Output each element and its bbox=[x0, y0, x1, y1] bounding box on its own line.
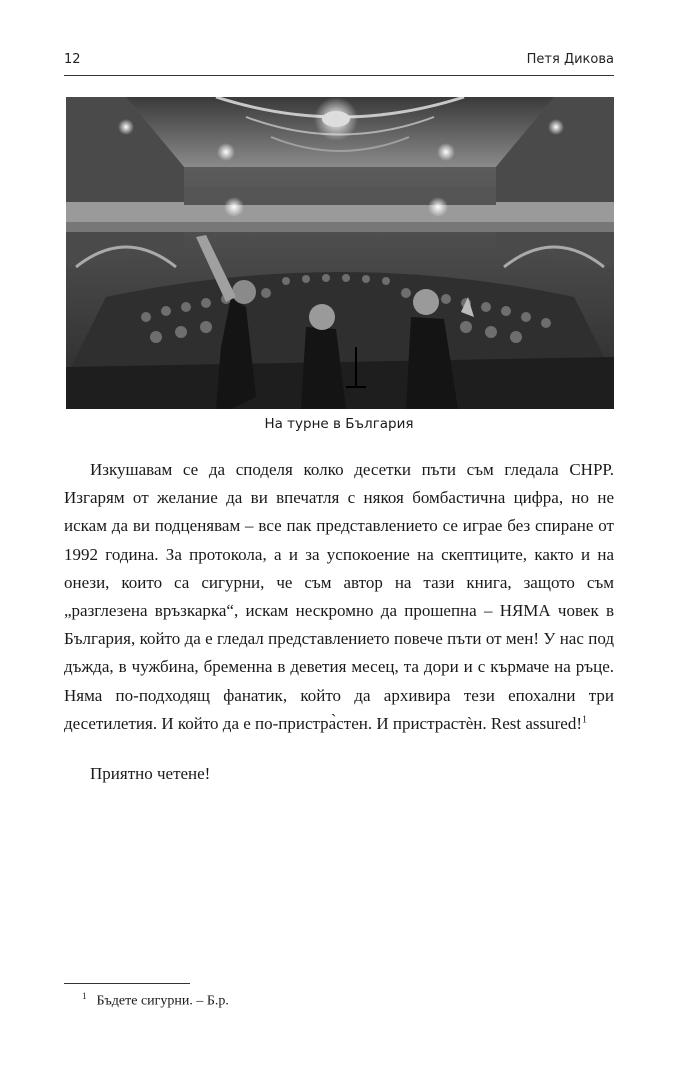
photo-caption: На турне в България bbox=[264, 416, 414, 432]
running-header-author: Петя Дикова bbox=[526, 52, 614, 67]
paragraph-1-text: Изкушавам се да споделя колко десетки пъти съм гледала СНРР. Изгарям от желание да ви впечатля с някоя бомбастична цифра, но не искам да ви подценявам – все пак представлението се играе без спиране от 1992 година. За протокола, а и за успокоение на скептиците, както и на онези, които са сигурни, че съм автор на тази книга, защото съм „разглезена връзкарка“, искам нескромно да прошепна – НЯМА човек в България, който да е гледал представлението повече пъти от мен! У нас под дъжда, в чужбина, бременна в деветия месец, та дори и с кърмаче на ръце. Няма по-подходящ фанатик, който да архивира тези епохални три десетилетия. И който да е по-пристра̀стен. И пристрастѐн. Rest assured! bbox=[64, 460, 614, 733]
main-text bbox=[64, 456, 614, 788]
footnote-rule bbox=[64, 983, 190, 984]
footnote-reference: 1 bbox=[582, 714, 588, 726]
page-number: 12 bbox=[64, 52, 81, 67]
paragraph-2: Приятно четене! bbox=[90, 764, 211, 784]
footnote bbox=[82, 991, 602, 1010]
footnote-number: 1 bbox=[82, 991, 87, 1001]
concert-photo bbox=[66, 97, 614, 409]
concert-photo-illustration bbox=[66, 97, 614, 409]
paragraph-1 bbox=[64, 456, 614, 738]
header-rule bbox=[64, 75, 614, 76]
footnote-text: Бъдете сигурни. – Б.р. bbox=[96, 993, 229, 1009]
running-header bbox=[64, 52, 614, 76]
